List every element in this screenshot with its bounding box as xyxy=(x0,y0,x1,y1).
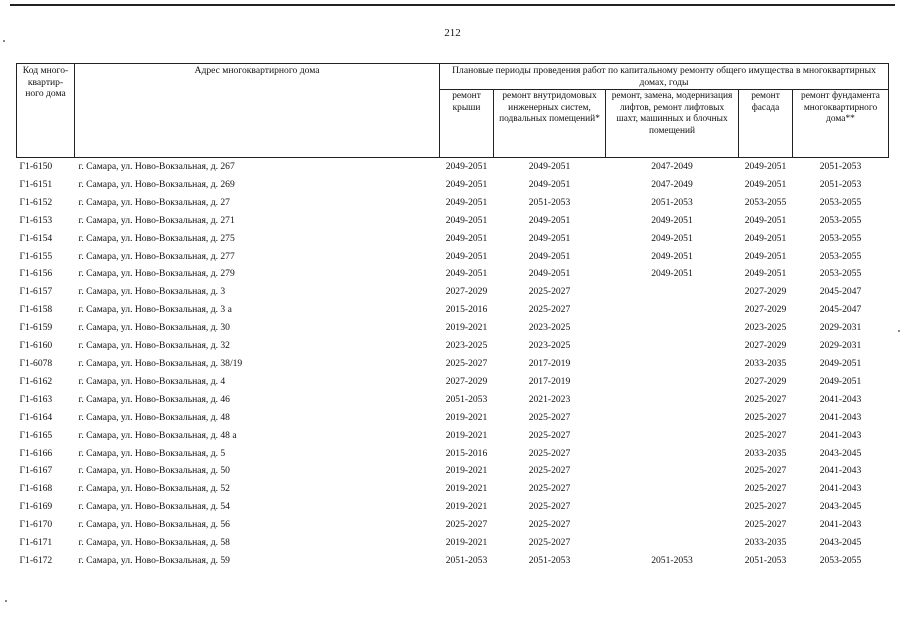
row-roof: 2049-2051 xyxy=(445,214,488,226)
row-systems: 2025-2027 xyxy=(528,519,571,531)
row-address: г. Самара, ул. Ново-Вокзальная, д. 269 xyxy=(78,178,235,190)
row-address: г. Самара, ул. Ново-Вокзальная, д. 277 xyxy=(78,250,235,262)
row-roof: 2019-2021 xyxy=(445,483,488,495)
row-lifts xyxy=(606,391,739,409)
row-lifts: 2051-2053 xyxy=(651,196,693,208)
row-facade: 2027-2029 xyxy=(744,304,787,316)
row-roof: 2019-2021 xyxy=(445,537,488,549)
page-number: 212 xyxy=(444,27,461,39)
table-row xyxy=(17,301,889,319)
row-systems: 2025-2027 xyxy=(528,501,571,513)
row-code: Г1-6171 xyxy=(19,537,53,549)
row-address: г. Самара, ул. Ново-Вокзальная, д. 50 xyxy=(78,465,230,477)
row-systems: 2025-2027 xyxy=(528,537,571,549)
row-code: Г1-6162 xyxy=(19,375,53,387)
row-lifts: 2047-2049 xyxy=(651,178,693,190)
row-systems: 2025-2027 xyxy=(528,447,571,459)
row-systems: 2017-2019 xyxy=(528,375,571,387)
row-foundation: 2053-2055 xyxy=(819,196,862,208)
row-roof: 2019-2021 xyxy=(445,411,488,423)
row-address: г. Самара, ул. Ново-Вокзальная, д. 275 xyxy=(78,232,235,244)
row-facade: 2033-2035 xyxy=(744,537,787,549)
row-address: г. Самара, ул. Ново-Вокзальная, д. 52 xyxy=(78,483,230,495)
row-lifts xyxy=(606,319,739,337)
table-row xyxy=(17,373,889,391)
row-systems: 2025-2027 xyxy=(528,286,571,298)
row-facade: 2049-2051 xyxy=(744,250,787,262)
table-row xyxy=(17,445,889,463)
row-roof: 2023-2025 xyxy=(445,340,488,352)
row-foundation: 2053-2055 xyxy=(819,268,862,280)
row-lifts xyxy=(606,283,739,301)
row-systems: 2051-2053 xyxy=(528,196,571,208)
row-code: Г1-6166 xyxy=(19,447,53,459)
row-code: Г1-6151 xyxy=(19,178,53,190)
row-facade: 2025-2027 xyxy=(744,501,787,513)
row-systems: 2049-2051 xyxy=(528,214,571,226)
header-row-main xyxy=(17,64,889,90)
row-systems: 2025-2027 xyxy=(528,411,571,423)
row-address: г. Самара, ул. Ново-Вокзальная, д. 27 xyxy=(78,196,230,208)
row-foundation: 2043-2045 xyxy=(819,447,862,459)
row-roof: 2019-2021 xyxy=(445,429,488,441)
row-systems: 2025-2027 xyxy=(528,483,571,495)
row-roof: 2015-2016 xyxy=(445,447,488,459)
row-lifts: 2049-2051 xyxy=(651,250,693,262)
table-row xyxy=(17,355,889,373)
row-lifts xyxy=(606,516,739,534)
table-row xyxy=(17,498,889,516)
row-address: г. Самара, ул. Ново-Вокзальная, д. 48 xyxy=(78,411,230,423)
header-facade: ремонт фасада xyxy=(739,90,793,158)
row-code: Г1-6150 xyxy=(19,161,53,172)
row-address: г. Самара, ул. Ново-Вокзальная, д. 46 xyxy=(78,393,230,405)
row-roof: 2049-2051 xyxy=(445,196,488,208)
table-row xyxy=(17,230,889,248)
row-code: Г1-6164 xyxy=(19,411,53,423)
row-address: г. Самара, ул. Ново-Вокзальная, д. 4 xyxy=(78,375,226,387)
row-code: Г1-6157 xyxy=(19,286,53,298)
row-lifts: 2051-2053 xyxy=(651,554,693,566)
header-code: Код много-квартир-ного дома xyxy=(17,64,75,158)
row-systems: 2023-2025 xyxy=(528,322,571,334)
row-facade: 2027-2029 xyxy=(744,340,787,352)
row-roof: 2049-2051 xyxy=(445,178,488,190)
row-systems: 2049-2051 xyxy=(528,232,571,244)
table-row xyxy=(17,265,889,283)
table-row xyxy=(17,158,889,176)
row-facade: 2053-2055 xyxy=(744,196,787,208)
header-systems: ремонт внутридомовых инженерных систем, подвальных помещений* xyxy=(494,90,606,158)
row-code: Г1-6167 xyxy=(19,465,53,477)
row-systems: 2025-2027 xyxy=(528,304,571,316)
row-foundation: 2051-2053 xyxy=(819,178,862,190)
row-code: Г1-6078 xyxy=(19,357,53,369)
row-facade: 2033-2035 xyxy=(744,357,787,369)
row-lifts xyxy=(606,462,739,480)
table-row xyxy=(17,516,889,534)
row-code: Г1-6170 xyxy=(19,519,53,531)
row-code: Г1-6168 xyxy=(19,483,53,495)
row-code: Г1-6152 xyxy=(19,196,53,208)
row-foundation: 2041-2043 xyxy=(819,483,862,495)
row-code: Г1-6169 xyxy=(19,501,53,513)
page-top-rule xyxy=(10,4,895,6)
row-address: г. Самара, ул. Ново-Вокзальная, д. 3 xyxy=(78,286,226,298)
row-lifts: 2047-2049 xyxy=(651,161,693,172)
row-address: г. Самара, ул. Ново-Вокзальная, д. 59 xyxy=(78,554,230,566)
row-foundation: 2029-2031 xyxy=(819,322,862,334)
row-lifts xyxy=(606,373,739,391)
table-row xyxy=(17,176,889,194)
row-code: Г1-6160 xyxy=(19,340,53,352)
row-foundation: 2041-2043 xyxy=(819,393,862,405)
row-lifts xyxy=(606,337,739,355)
scan-speck xyxy=(5,600,7,602)
row-code: Г1-6154 xyxy=(19,232,53,244)
row-foundation: 2041-2043 xyxy=(819,429,862,441)
row-facade: 2051-2053 xyxy=(744,554,787,566)
row-systems: 2051-2053 xyxy=(528,554,571,566)
row-facade: 2049-2051 xyxy=(744,268,787,280)
table-row xyxy=(17,534,889,552)
row-foundation: 2053-2055 xyxy=(819,554,862,566)
row-lifts xyxy=(606,355,739,373)
row-address: г. Самара, ул. Ново-Вокзальная, д. 271 xyxy=(78,214,235,226)
table-row xyxy=(17,248,889,266)
row-facade: 2025-2027 xyxy=(744,519,787,531)
row-roof: 2049-2051 xyxy=(445,268,488,280)
row-foundation: 2049-2051 xyxy=(819,375,862,387)
row-systems: 2025-2027 xyxy=(528,465,571,477)
row-facade: 2049-2051 xyxy=(744,178,787,190)
row-code: Г1-6165 xyxy=(19,429,53,441)
row-foundation: 2043-2045 xyxy=(819,501,862,513)
row-facade: 2025-2027 xyxy=(744,465,787,477)
row-roof: 2025-2027 xyxy=(445,357,488,369)
row-facade: 2033-2035 xyxy=(744,447,787,459)
table-row xyxy=(17,337,889,355)
row-systems: 2049-2051 xyxy=(528,250,571,262)
row-roof: 2049-2051 xyxy=(445,232,488,244)
row-lifts xyxy=(606,534,739,552)
row-lifts xyxy=(606,301,739,319)
row-facade: 2027-2029 xyxy=(744,286,787,298)
table-row xyxy=(17,194,889,212)
table-row xyxy=(17,552,889,570)
row-facade: 2027-2029 xyxy=(744,375,787,387)
row-foundation: 2045-2047 xyxy=(819,304,862,316)
row-foundation: 2045-2047 xyxy=(819,286,862,298)
row-roof: 2027-2029 xyxy=(445,286,488,298)
row-code: Г1-6172 xyxy=(19,554,53,566)
row-address: г. Самара, ул. Ново-Вокзальная, д. 5 xyxy=(78,447,226,459)
row-facade: 2025-2027 xyxy=(744,483,787,495)
row-roof: 2015-2016 xyxy=(445,304,488,316)
row-facade: 2025-2027 xyxy=(744,393,787,405)
row-address: г. Самара, ул. Ново-Вокзальная, д. 30 xyxy=(78,322,230,334)
row-lifts: 2049-2051 xyxy=(651,232,693,244)
row-lifts: 2049-2051 xyxy=(651,214,693,226)
table-row xyxy=(17,409,889,427)
row-roof: 2051-2053 xyxy=(445,393,488,405)
row-foundation: 2049-2051 xyxy=(819,357,862,369)
row-roof: 2051-2053 xyxy=(445,554,488,566)
row-code: Г1-6153 xyxy=(19,214,53,226)
row-code: Г1-6155 xyxy=(19,250,53,262)
row-address: г. Самара, ул. Ново-Вокзальная, д. 3 а xyxy=(78,304,232,316)
scan-speck xyxy=(898,330,900,332)
row-address: г. Самара, ул. Ново-Вокзальная, д. 58 xyxy=(78,537,230,549)
table-row xyxy=(17,391,889,409)
row-systems: 2049-2051 xyxy=(528,268,571,280)
row-systems: 2017-2019 xyxy=(528,357,571,369)
row-roof: 2019-2021 xyxy=(445,322,488,334)
row-address: г. Самара, ул. Ново-Вокзальная, д. 38/19 xyxy=(78,357,243,369)
table-row xyxy=(17,480,889,498)
row-foundation: 2029-2031 xyxy=(819,340,862,352)
row-lifts xyxy=(606,409,739,427)
row-address: г. Самара, ул. Ново-Вокзальная, д. 32 xyxy=(78,340,230,352)
row-systems: 2023-2025 xyxy=(528,340,571,352)
row-address: г. Самара, ул. Ново-Вокзальная, д. 279 xyxy=(78,268,235,280)
repair-schedule-table xyxy=(16,63,889,570)
row-roof: 2049-2051 xyxy=(445,161,488,172)
table-row xyxy=(17,212,889,230)
row-code: Г1-6156 xyxy=(19,268,53,280)
row-roof: 2027-2029 xyxy=(445,375,488,387)
row-roof: 2025-2027 xyxy=(445,519,488,531)
row-roof: 2019-2021 xyxy=(445,501,488,513)
table-body xyxy=(17,158,889,570)
row-facade: 2025-2027 xyxy=(744,411,787,423)
row-facade: 2049-2051 xyxy=(744,161,787,172)
row-roof: 2019-2021 xyxy=(445,465,488,477)
row-foundation: 2051-2053 xyxy=(819,161,862,172)
row-systems: 2021-2023 xyxy=(528,393,571,405)
header-periods: Плановые периоды проведения работ по капитальному ремонту общего имущества в многоквартирных домах, годы xyxy=(440,64,889,90)
row-foundation: 2041-2043 xyxy=(819,519,862,531)
row-foundation: 2041-2043 xyxy=(819,411,862,423)
row-address: г. Самара, ул. Ново-Вокзальная, д. 56 xyxy=(78,519,230,531)
row-address: г. Самара, ул. Ново-Вокзальная, д. 54 xyxy=(78,501,230,513)
row-systems: 2049-2051 xyxy=(528,178,571,190)
row-foundation: 2041-2043 xyxy=(819,465,862,477)
row-facade: 2049-2051 xyxy=(744,214,787,226)
table-row xyxy=(17,283,889,301)
header-foundation: ремонт фундамента многоквартирного дома** xyxy=(793,90,889,158)
header-lifts: ремонт, замена, модернизация лифтов, ремонт лифтовых шахт, машинных и блочных помещений xyxy=(606,90,739,158)
row-lifts xyxy=(606,480,739,498)
row-code: Г1-6163 xyxy=(19,393,53,405)
row-lifts: 2049-2051 xyxy=(651,268,693,280)
row-roof: 2049-2051 xyxy=(445,250,488,262)
row-systems: 2025-2027 xyxy=(528,429,571,441)
scan-speck xyxy=(3,40,5,42)
row-foundation: 2053-2055 xyxy=(819,250,862,262)
header-roof: ремонт крыши xyxy=(440,90,494,158)
row-facade: 2023-2025 xyxy=(744,322,787,334)
row-foundation: 2043-2045 xyxy=(819,537,862,549)
row-facade: 2049-2051 xyxy=(744,232,787,244)
row-lifts xyxy=(606,498,739,516)
row-code: Г1-6159 xyxy=(19,322,53,334)
table-row xyxy=(17,462,889,480)
row-address: г. Самара, ул. Ново-Вокзальная, д. 267 xyxy=(78,161,235,172)
table-row xyxy=(17,319,889,337)
row-lifts xyxy=(606,427,739,445)
row-address: г. Самара, ул. Ново-Вокзальная, д. 48 а xyxy=(78,429,237,441)
row-code: Г1-6158 xyxy=(19,304,53,316)
row-systems: 2049-2051 xyxy=(528,161,571,172)
row-foundation: 2053-2055 xyxy=(819,214,862,226)
row-facade: 2025-2027 xyxy=(744,429,787,441)
table-row xyxy=(17,427,889,445)
row-lifts xyxy=(606,445,739,463)
row-foundation: 2053-2055 xyxy=(819,232,862,244)
header-address: Адрес многоквартирного дома xyxy=(75,64,440,158)
